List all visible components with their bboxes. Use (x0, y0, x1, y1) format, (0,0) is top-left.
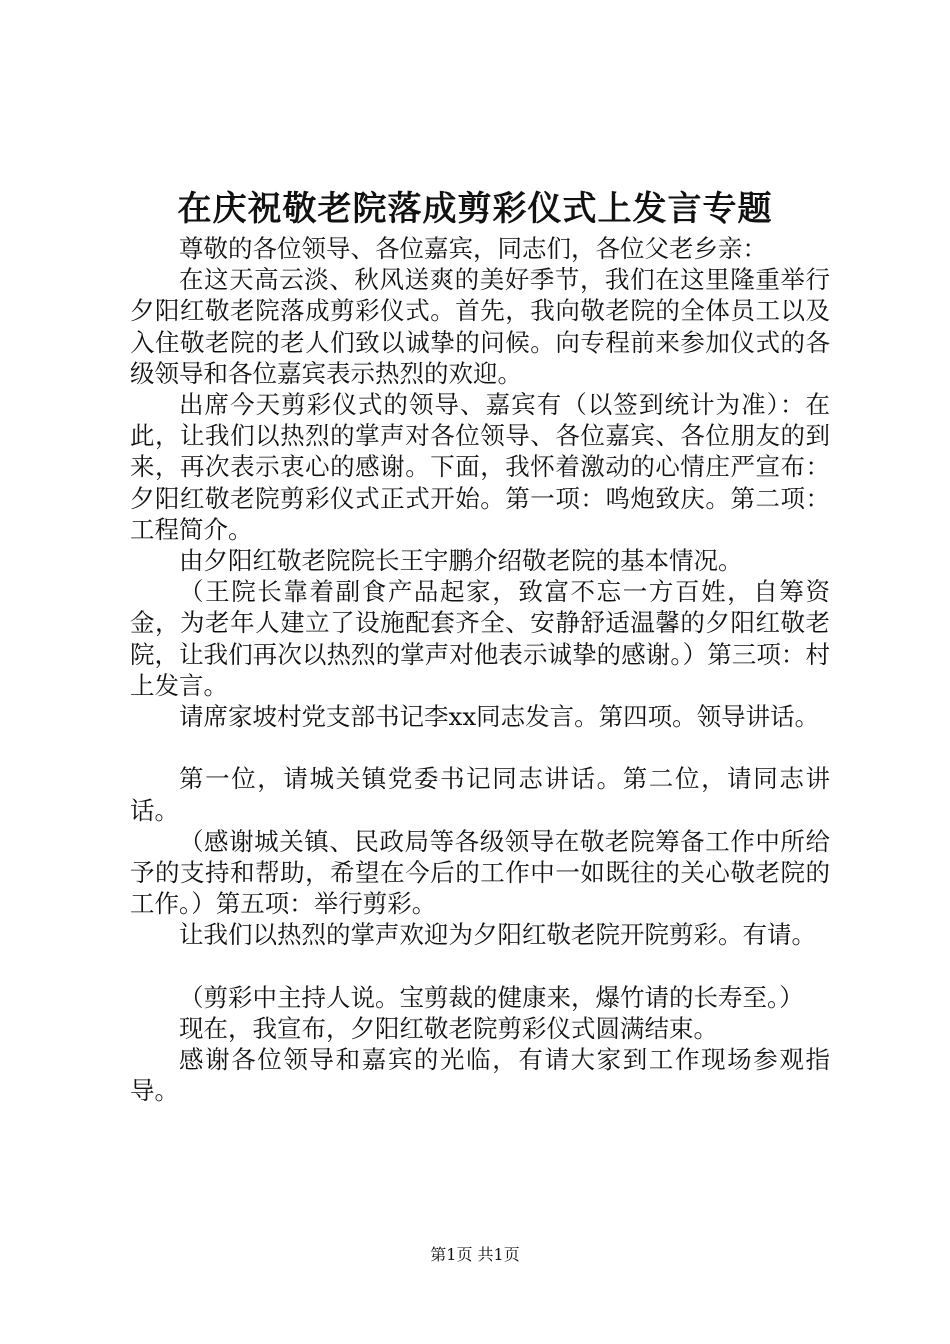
paragraph-salutation: 尊敬的各位领导、各位嘉宾，同志们，各位父老乡亲： (179, 234, 767, 263)
paragraph-introduction: 由夕阳红敬老院院长王宇鹏介绍敬老院的基本情况。 (179, 546, 743, 576)
document-body (130, 233, 830, 1107)
paragraph-thanks-note: （感谢城关镇、民政局等各级领导在敬老院筹备工作中所给予的支持和帮助，希望在今后的工作中一如既往的关心敬老院的工作。）第五项：举行剪彩。 (130, 826, 830, 919)
paragraph-welcome: 在这天高云淡、秋风送爽的美好季节，我们在这里隆重举行夕阳红敬老院落成剪彩仪式。首先，我向敬老院的全体员工以及入住敬老院的老人们致以诚挚的问候。向专程前来参加仪式的各级领导和各位嘉宾表示热烈的欢迎。 (130, 265, 830, 388)
paragraph-leader-speech: 第一位，请城关镇党委书记同志讲话。第二位，请同志讲话。 (130, 764, 830, 825)
document-title: 在庆祝敬老院落成剪彩仪式上发言专题 (177, 189, 773, 229)
paragraph-host-words: （剪彩中主持人说。宝剪裁的健康来，爆竹请的长寿至。） (179, 982, 804, 1012)
paragraph-ribbon-cutting: 让我们以热烈的掌声欢迎为夕阳红敬老院开院剪彩。有请。 (179, 920, 816, 950)
paragraph-village-speech: 请席家坡村党支部书记李xx同志发言。第四项。领导讲话。 (179, 702, 820, 732)
paragraph-attendees: 出席今天剪彩仪式的领导、嘉宾有（以签到统计为准）：在此，让我们以热烈的掌声对各位领导、各位嘉宾、各位朋友的到来，再次表示衷心的感谢。下面，我怀着激动的心情庄严宣布：夕阳红敬老院剪彩仪式正式开始。第一项：鸣炮致庆。第二项：工程简介。 (130, 390, 830, 544)
paragraph-director-note: （王院长靠着副食产品起家，致富不忘一方百姓，自筹资金，为老年人建立了设施配套齐全、安静舒适温馨的夕阳红敬老院，让我们再次以热烈的掌声对他表示诚挚的感谢。）第三项：村上发言。 (130, 577, 830, 700)
page-footer: 第1页 共1页 (430, 1245, 520, 1264)
paragraph-closing: 现在，我宣布，夕阳红敬老院剪彩仪式圆满结束。 (179, 1014, 718, 1044)
paragraph-final-thanks: 感谢各位领导和嘉宾的光临，有请大家到工作现场参观指导。 (130, 1045, 830, 1106)
